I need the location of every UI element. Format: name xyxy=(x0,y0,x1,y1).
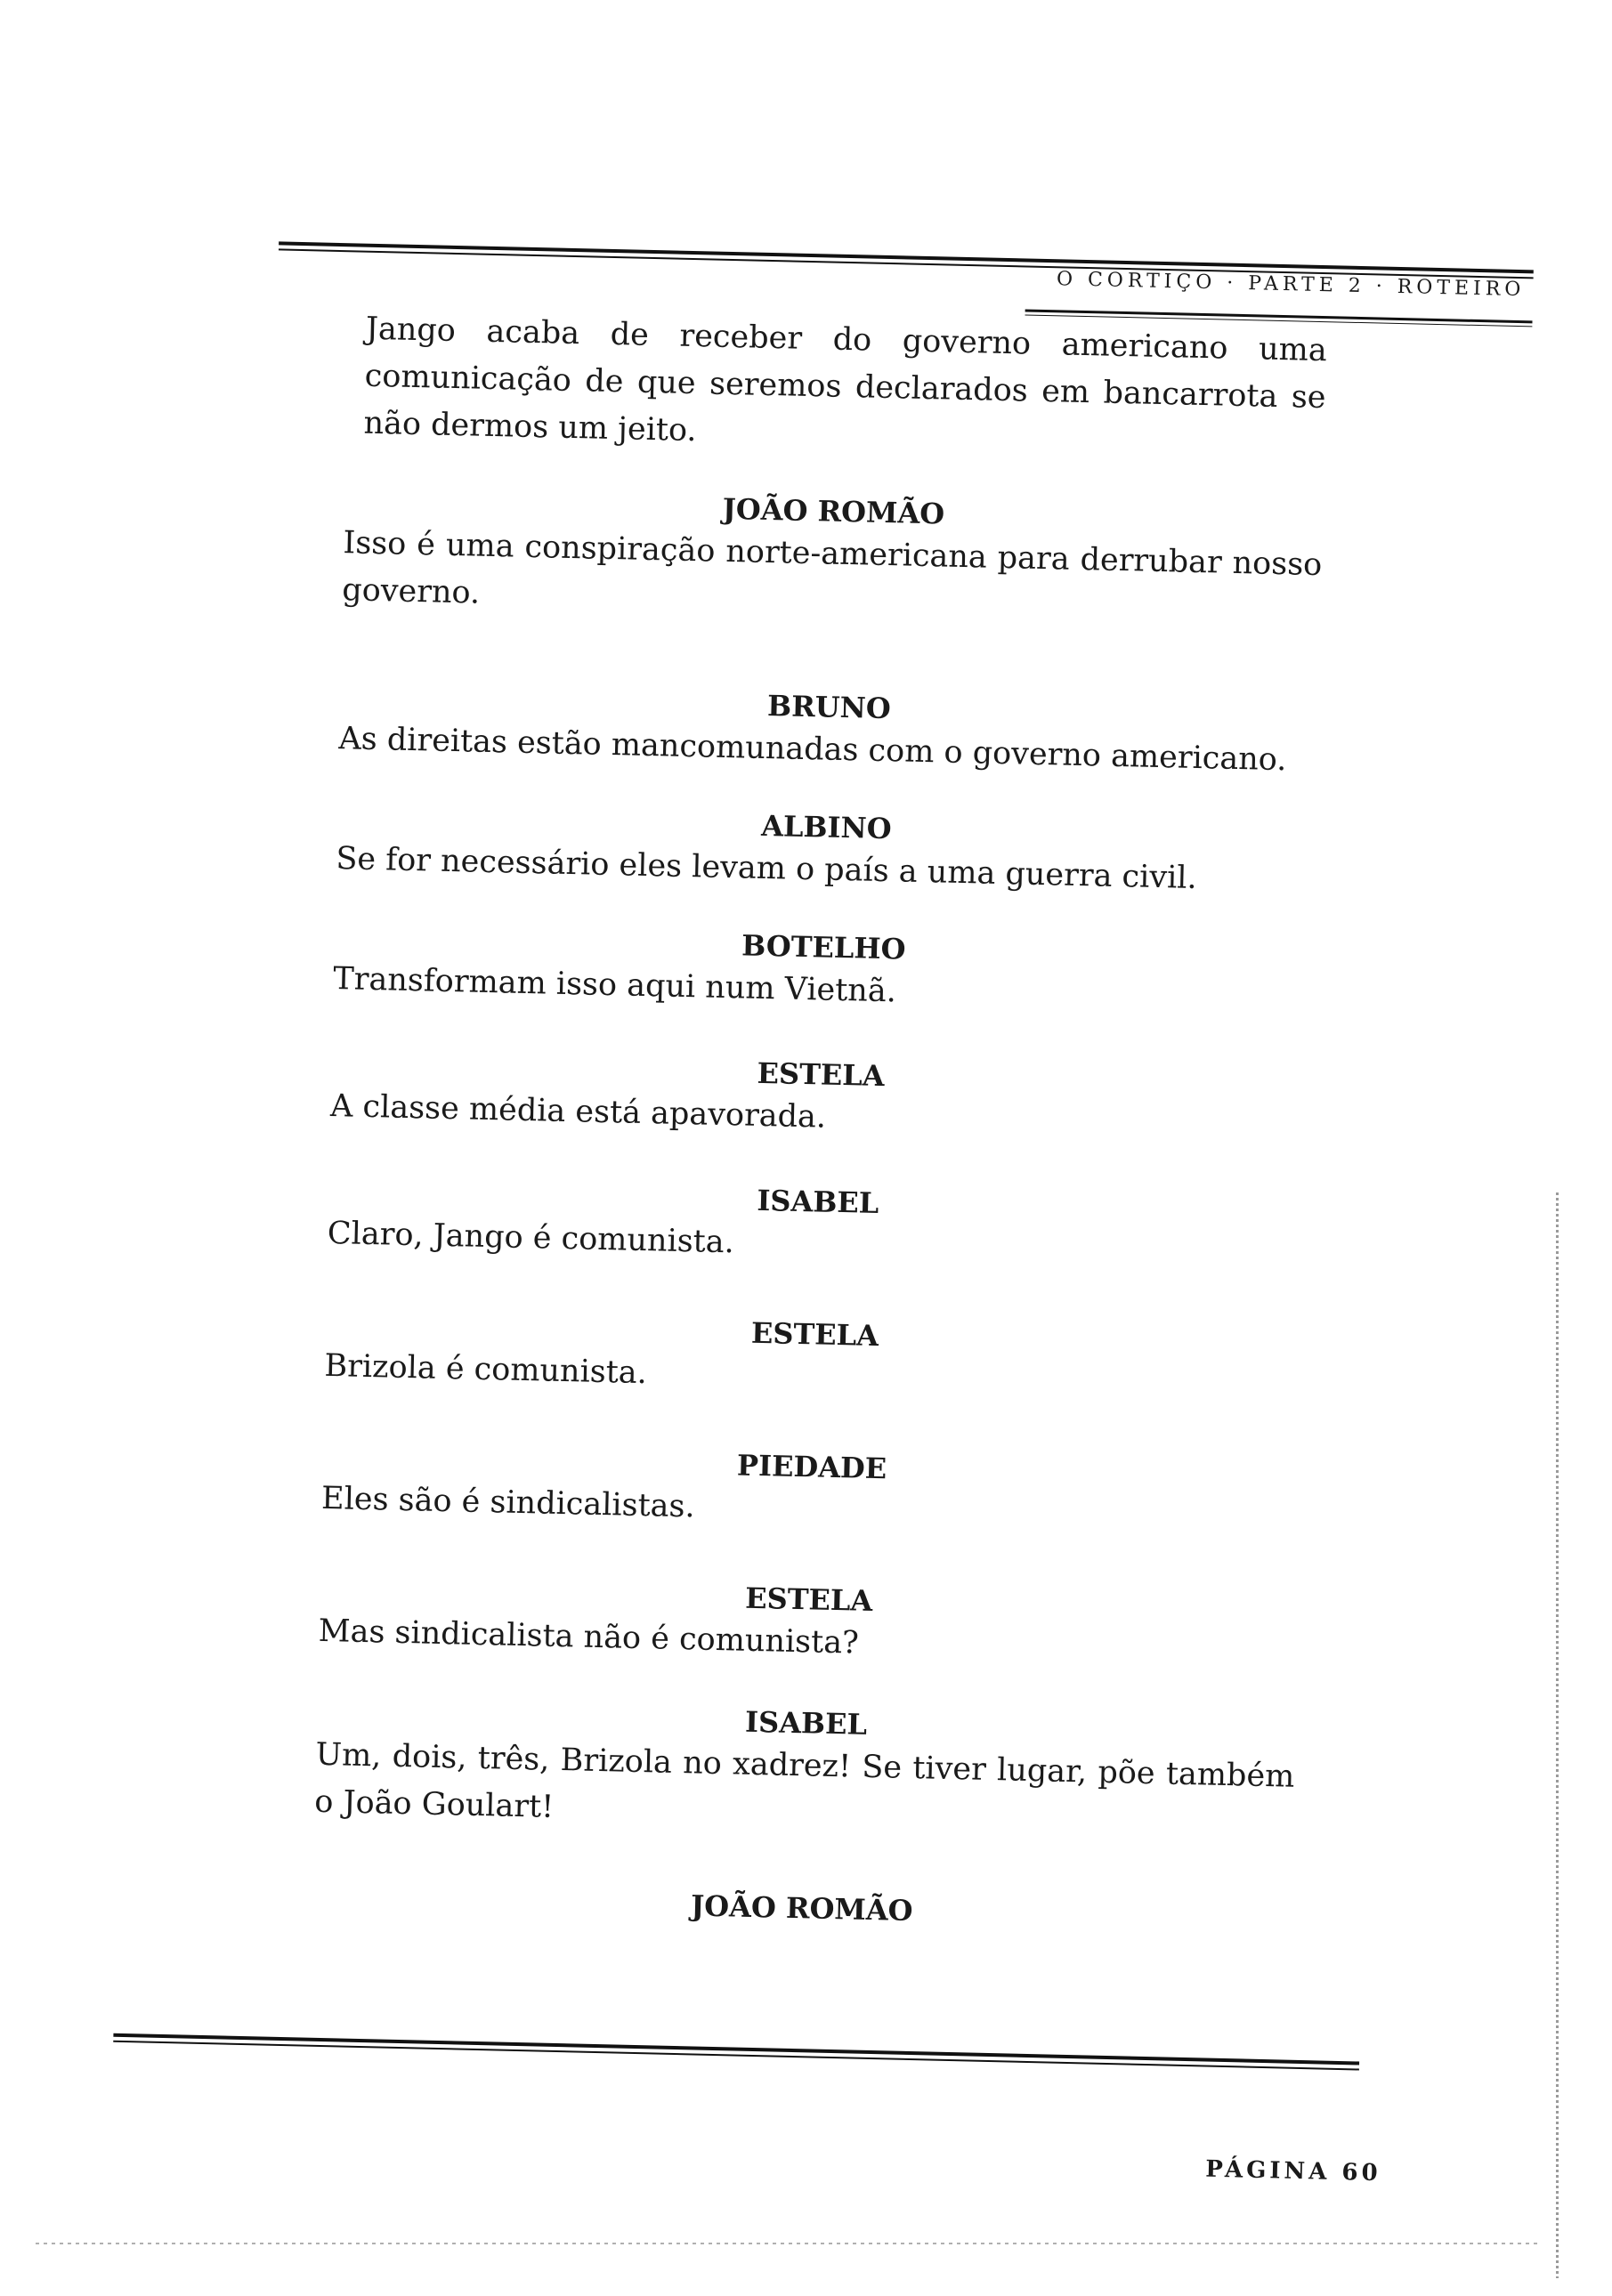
dialogue-block xyxy=(312,1878,1292,1939)
dialogue-line: Eles são é sindicalistas. xyxy=(320,1480,696,1525)
speaker-name: ESTELA xyxy=(744,1581,873,1618)
dialogue-line: Mas sindicalista não é comunista? xyxy=(318,1613,860,1661)
dialogue-block xyxy=(330,1044,1311,1152)
dialogue-line: Um, dois, três, Brizola no xadrez! Se tiver lugar, põe também o João Goulart! xyxy=(313,1736,1295,1825)
dialogue-line: Isso é uma conspiração norte-americana para derrubar nosso governo. xyxy=(341,525,1323,611)
dialogue-block xyxy=(324,1304,1305,1412)
page-number: PÁGINA 60 xyxy=(1204,2155,1381,2187)
opening-paragraph: Jango acaba de receber do governo americano uma comunicação de que seremos declarados em bancarrota se não dermos um jeito. xyxy=(363,311,1328,449)
dialogue-block xyxy=(327,1171,1308,1280)
speaker-name: ESTELA xyxy=(757,1055,886,1094)
speaker-name: BOTELHO xyxy=(741,928,906,966)
dialogue-line: Claro, Jango é comunista. xyxy=(327,1215,735,1261)
dialogue-block xyxy=(338,676,1319,785)
dialogue-line: Brizola é comunista. xyxy=(324,1347,648,1392)
dialogue-block xyxy=(342,481,1324,636)
dialogue-block xyxy=(314,1693,1296,1848)
dialogue-block xyxy=(321,1436,1302,1545)
script-body xyxy=(312,305,1327,1938)
speaker-name: ESTELA xyxy=(750,1315,879,1354)
header-rule xyxy=(279,241,1534,279)
speaker-name: ISABEL xyxy=(744,1704,868,1742)
speaker-name: BRUNO xyxy=(766,689,892,726)
dialogue-line: Transformam isso aqui num Vietnã. xyxy=(332,961,897,1010)
dialogue-line: A classe média está apavorada. xyxy=(329,1087,827,1136)
speaker-name: PIEDADE xyxy=(736,1448,887,1486)
speaker-name: ISABEL xyxy=(757,1183,879,1220)
speaker-name: JOÃO ROMÃO xyxy=(690,1888,913,1928)
dialogue-line: Se for necessário eles levam o país a uma guerra civil. xyxy=(336,841,1198,897)
dialogue-block xyxy=(318,1569,1299,1678)
dialogue-block xyxy=(333,917,1314,1025)
footer-rule xyxy=(113,2033,1359,2071)
speaker-name: JOÃO ROMÃO xyxy=(722,491,945,531)
dialogue-line: As direitas estão mancomunadas com o governo americano. xyxy=(338,721,1287,779)
speaker-name: ALBINO xyxy=(760,808,893,846)
dialogue-block xyxy=(336,796,1316,905)
running-header: O CORTIÇO · PARTE 2 · ROTEIRO xyxy=(1056,268,1526,302)
